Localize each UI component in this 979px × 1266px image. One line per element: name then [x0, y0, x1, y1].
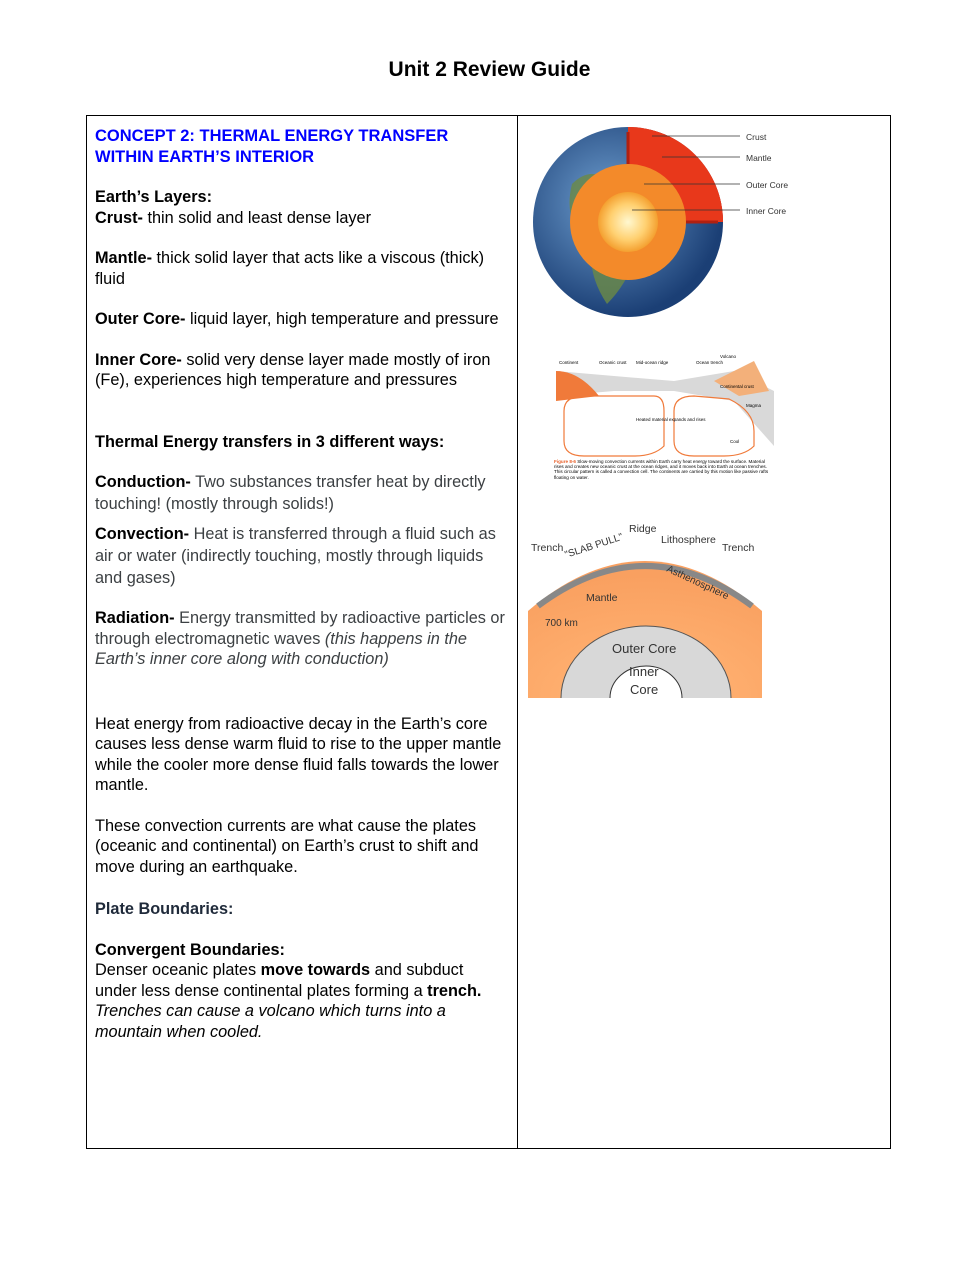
radiation-def: Radiation- Energy transmitted by radioactive particles or through electromagnetic waves (this happens in the Earth’s inner core along with conduction) — [95, 609, 505, 668]
label-asthenosphere: Asthenosphere — [664, 563, 731, 603]
label-ocean-trench: Ocean trench — [696, 360, 724, 365]
label-oceanic-crust: Oceanic crust — [599, 360, 627, 365]
label-outer-core: Outer Core — [612, 641, 677, 656]
convergent-heading: Convergent Boundaries: — [95, 940, 285, 959]
label-mantle: Mantle — [746, 153, 772, 163]
label-inner-core-2: Core — [630, 682, 659, 697]
label-slab-pull: "SLAB PULL" — [563, 531, 625, 561]
figure-column — [518, 116, 890, 1148]
text-column — [87, 116, 518, 1148]
paragraph-radioactive-decay: Heat energy from radioactive decay in the Earth’s core causes less dense warm fluid to rise to the upper mantle while the cooler more dense fluid falls towards the lower mantle. — [95, 714, 502, 794]
convection-cell-figure — [554, 351, 774, 491]
transfer-heading: Thermal Energy transfers in 3 different ways: — [95, 432, 445, 451]
label-inner-core-1: Inner — [629, 664, 659, 679]
plate-tectonics-figure — [528, 516, 763, 698]
convection-def: Convection- Heat is transferred through a fluid such as air or water (indirectly touching, mostly through liquids and gases) — [95, 525, 496, 587]
label-mantle: Mantle — [586, 592, 618, 604]
label-lithosphere: Lithosphere — [661, 534, 716, 546]
label-ridge: Ridge — [629, 523, 657, 535]
mantle-def: Mantle- thick solid layer that acts like a viscous (thick) fluid — [95, 249, 485, 288]
figure-caption: Figure 8-6 Slow-moving convection currents within Earth carry heat energy toward the surface. Material rises and creates new oceanic crust at the ocean ridges, and it moves back into Earth at ocean trenches. This circular pattern is called a convection cell. The continents are carried by this motion like passive rafts floating on water. — [554, 459, 769, 480]
page-title: Unit 2 Review Guide — [388, 58, 591, 81]
paragraph-convection-currents: These convection currents are what cause the plates (oceanic and continental) on Earth’s crust to shift and move during an earthquake. — [95, 816, 479, 876]
inner-core-def: Inner Core- solid very dense layer made mostly of iron (Fe), experiences high temperature and pressures — [95, 350, 491, 389]
crust-def: Crust- thin solid and least dense layer — [95, 208, 372, 227]
label-crust: Crust — [746, 132, 767, 142]
layers-heading: Earth’s Layers: — [95, 188, 213, 206]
label-cool: Cool — [730, 439, 740, 444]
label-outer-core: Outer Core — [746, 180, 789, 190]
convergent-def: Denser oceanic plates move towards and subduct under less dense continental plates forming a trench. Trenches can cause a volcano which turns into a mountain when cooled. — [95, 961, 482, 1041]
label-trench-right: Trench — [722, 542, 755, 554]
earth-layers-figure — [532, 124, 812, 320]
concept-heading: CONCEPT 2: THERMAL ENERGY TRANSFER WITHIN EARTH’S INTERIOR — [95, 127, 449, 166]
label-700km: 700 km — [545, 618, 578, 629]
content-table — [86, 115, 891, 1149]
label-magma: Magma — [746, 403, 762, 408]
plate-boundaries-heading: Plate Boundaries: — [95, 900, 234, 918]
label-heated-material: Heated material expands and rises — [636, 417, 706, 422]
label-mid-ocean-ridge: Mid-ocean ridge — [636, 360, 669, 365]
label-continental-crust: Continental crust — [720, 384, 754, 389]
outer-core-def: Outer Core- liquid layer, high temperature and pressure — [95, 310, 499, 328]
label-trench-left: Trench — [531, 542, 564, 554]
label-inner-core: Inner Core — [746, 206, 787, 216]
conduction-def: Conduction- Two substances transfer heat by directly touching! (mostly through solids!) — [95, 473, 486, 513]
label-volcano: Volcano — [720, 354, 737, 359]
label-continent: Continent — [559, 360, 579, 365]
